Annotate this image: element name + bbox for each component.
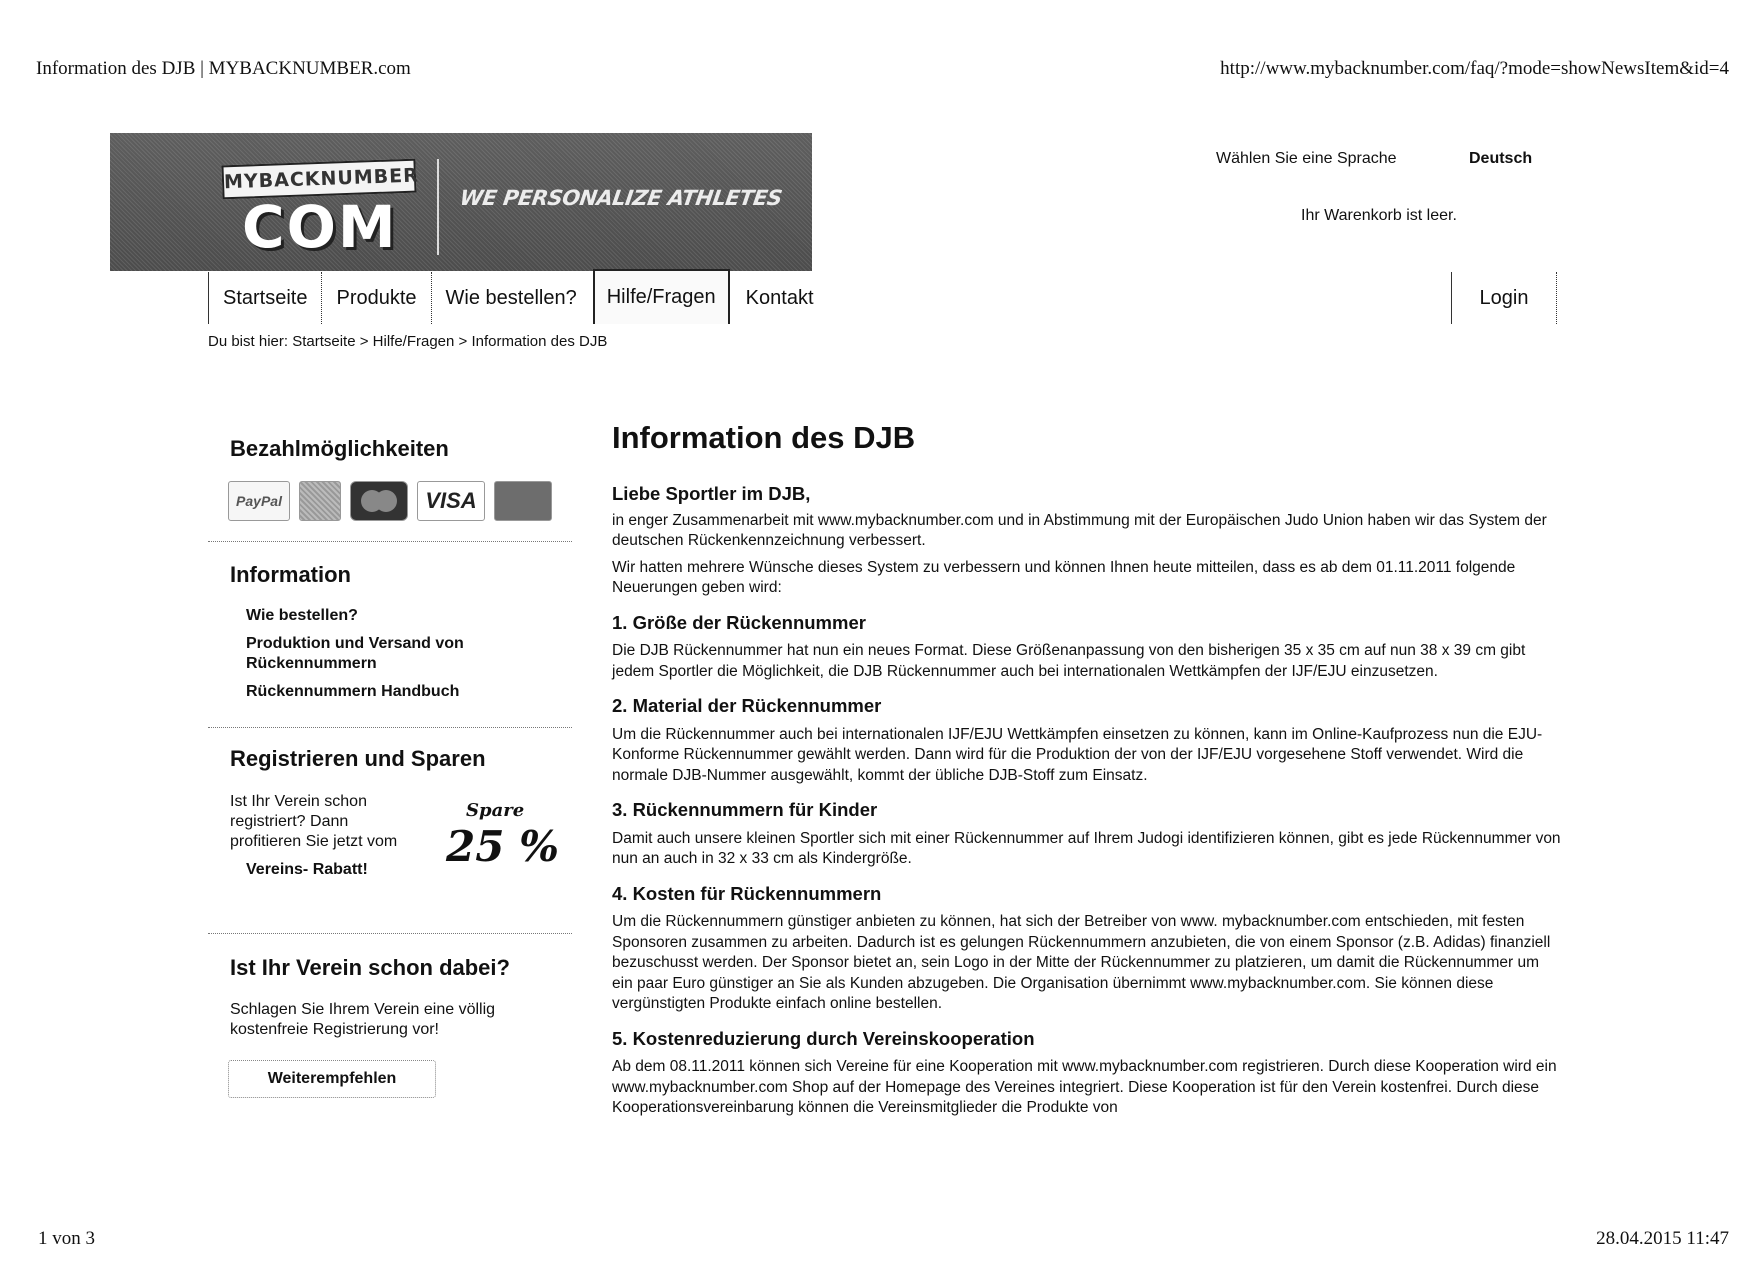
payment-icons [228,481,552,521]
amex-icon [494,481,552,521]
sidebar-link-wie-bestellen[interactable]: Wie bestellen? [246,607,358,624]
section-heading: 5. Kostenreduzierung durch Vereinskooperation [612,1027,1035,1049]
sidebar-divider [208,933,572,934]
article-greeting: Liebe Sportler im DJB, [612,483,811,504]
sidebar-link-handbuch[interactable]: Rückennummern Handbuch [246,683,460,700]
section-heading: 2. Material der Rückennummer [612,695,882,716]
register-discount-link[interactable]: Vereins- Rabatt! [246,861,368,878]
spare-percent: 25 % [446,822,559,871]
print-datetime: 28.04.2015 11:47 [1596,1228,1729,1249]
section-text: Um die Rückennummer auch bei internationalen IJF/EJU Wettkämpfen einsetzen zu können, kann im Online-Kaufprozess nun die EJU-Konforme Rückennummer gewählt werden. Dann wird für die Produktion der von der IJF/EJU vorgesehene Stoff verwendet. Wird die normale DJB-Nummer ausgewählt, kommt der übliche DJB-Stoff zum Einsatz. [612,725,1543,784]
visa-icon: VISA [417,481,485,521]
main-nav [208,272,828,324]
register-heading: Registrieren und Sparen [230,746,486,771]
sidebar-link-produktion[interactable]: Produktion und Versand von Rückennummern [246,635,464,672]
register-text: Ist Ihr Verein schon registriert? Dann profitieren Sie jetzt vom [230,793,398,850]
article-body [612,484,1562,1125]
print-page-number: 1 von 3 [38,1228,95,1249]
logo-divider [437,159,439,255]
info-heading: Information [230,562,351,587]
card-icon [299,481,341,521]
nav-wie-bestellen[interactable]: Wie bestellen? [431,272,591,324]
section-heading: 1. Größe der Rückennummer [612,611,866,633]
language-label: Wählen Sie eine Sprache [1216,150,1397,167]
section-heading: 4. Kosten für Rückennummern [612,882,882,904]
article-intro: in enger Zusammenarbeit mit www.mybacknumber.com und in Abstimmung mit der Europäischen Judo Union haben wir das System der deutschen Rückenkennzeichnung verbessert. [612,511,1547,549]
login-link[interactable] [1451,272,1557,324]
section-text: Ab dem 08.11.2011 können sich Vereine für eine Kooperation mit www.mybacknumber.com registrieren. Durch diese Kooperation wird ein www.mybacknumber.com Shop auf der Homepage des Vereines integriert. Diese Kooperation ist für den Verein kostenfrei. Durch diese Kooperationsvereinbarung können die Vereinsmitglieder die Produkte von [612,1058,1557,1116]
sidebar-divider [208,727,572,728]
cart-status[interactable]: Ihr Warenkorb ist leer. [1301,207,1457,224]
nav-produkte[interactable]: Produkte [321,272,430,324]
nav-startseite[interactable]: Startseite [208,272,321,324]
paypal-icon: PayPal [228,481,290,521]
language-select[interactable]: Deutsch [1469,150,1533,167]
page-title: Information des DJB [612,420,916,455]
verein-text: Schlagen Sie Ihrem Verein eine völlig kostenfreie Registrierung vor! [230,1001,496,1038]
nav-hilfe-fragen[interactable]: Hilfe/Fragen [593,269,730,324]
login-label: Login [1479,286,1529,309]
payment-heading: Bezahlmöglichkeiten [230,436,449,461]
spare-label: Spare [466,800,525,821]
logo-wordmark: MYBACKNUMBER [221,159,416,200]
mastercard-icon [350,481,408,521]
recommend-button[interactable] [228,1060,436,1098]
section-text: Damit auch unsere kleinen Sportler sich mit einer Rückennummer auf Ihrem Judogi identifizieren können, gibt es jede Rückennummer von nun an auch in 32 x 33 cm als Kindergröße. [612,829,1561,867]
section-text: Die DJB Rückennummer hat nun ein neues Format. Diese Größenanpassung von den bisherigen 35 x 35 cm auf nun 38 x 39 cm gibt jedem Sportler die Möglichkeit, die DJB Rückennummer auch bei internationalen Wettkämpfen der IJF/EJU einzusetzen. [612,642,1526,680]
site-banner[interactable] [110,133,812,271]
breadcrumb: Du bist hier: Startseite > Hilfe/Fragen > Information des DJB [208,333,608,350]
banner-slogan: WE PERSONALIZE ATHLETES [458,186,784,210]
section-heading: 3. Rückennummern für Kinder [612,799,878,820]
print-page-title: Information des DJB | MYBACKNUMBER.com [36,58,411,79]
nav-kontakt[interactable]: Kontakt [745,286,814,309]
logo-com: COM [242,193,398,261]
sidebar-divider [208,541,572,542]
verein-heading: Ist Ihr Verein schon dabei? [230,955,510,980]
section-text: Um die Rückennummern günstiger anbieten zu können, hat sich der Betreiber von www. mybacknumber.com entschieden, mit festen Sponsoren zusammen zu arbeiten. Dadurch ist es gelungen Rückennummern anzubieten, die von einem Sponsor (z.B. Adidas) finanziell bezuschusst werden. Der Sponsor bietet an, sein Logo in der Mitte der Rückennummer zu platzieren, um damit die Rückennummer um ein paar Euro günstiger an Sie als Kunden abzugeben. Die Organisation übernimmt www.mybacknumber.com. Sie können diese vergünstigten Produkte einfach online bestellen. [612,913,1551,1012]
print-url: http://www.mybacknumber.com/faq/?mode=showNewsItem&id=4 [1220,58,1729,79]
recommend-button-label: Weiterempfehlen [267,1070,397,1087]
article-intro: Wir hatten mehrere Wünsche dieses System zu verbessern und können Ihnen heute mitteilen, dass es ab dem 01.11.2011 folgende Neuerungen geben wird: [612,558,1516,596]
